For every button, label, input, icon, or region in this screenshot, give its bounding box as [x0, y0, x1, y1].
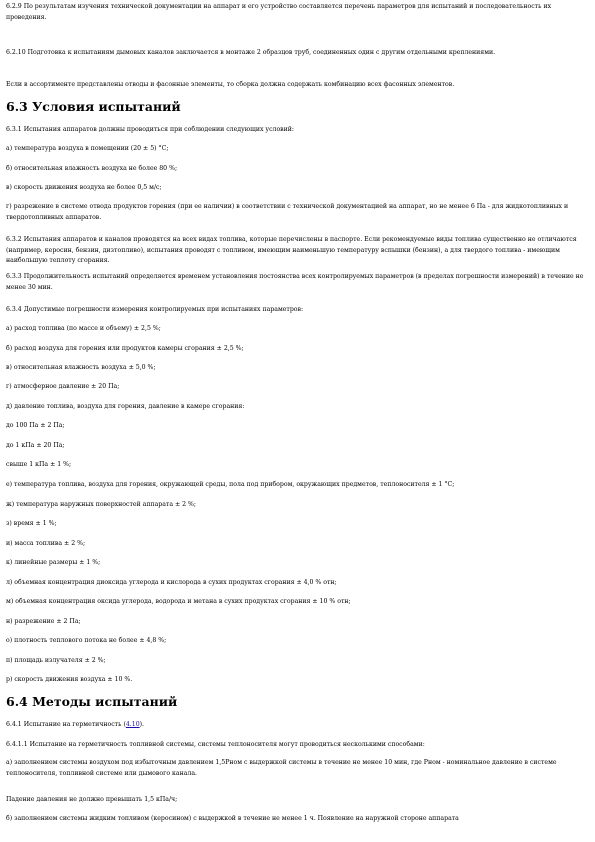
list-item-b2: б) заполнением системы жидким топливом (керосином) с выдержкой в течение не менее 1 ч. Появление на наружной стороне аппарата	[6, 815, 459, 822]
list-item-g: г) разрежение в системе отвода продуктов горения (при ее наличии) в соответствии с технической документацией на аппарат, но не менее 6 Па - для жидкотопливных и твердотопливных аппаратов.	[6, 203, 569, 221]
paragraph-fittings: Если в ассортименте представлены отводы и фасонные элементы, то сборка должна содержать комбинацию всех фасонных элементов.	[6, 81, 455, 88]
list-item-4b: б) расход воздуха для горения или продуктов камеры сгорания ± 2,5 %;	[6, 345, 244, 352]
reference-link-4-10[interactable]: 4.10	[125, 721, 140, 728]
list-item-4l: л) объемная концентрация диоксида углерода и кислорода в сухих продуктах сгорания ± 4,0 % отн;	[6, 579, 337, 586]
list-item-4zh: ж) температура наружных поверхностей аппарата ± 2 %;	[6, 501, 197, 508]
heading-6-3: 6.3 Условия испытаний	[6, 99, 181, 114]
paragraph-6-4-1-close: ).	[139, 721, 145, 728]
list-item-4a: а) расход топлива (по массе и объему) ± 2,5 %;	[6, 325, 161, 332]
list-item-b: б) относительная влажность воздуха не более 80 %;	[6, 165, 178, 172]
list-item-4i: и) масса топлива ± 2 %;	[6, 540, 86, 547]
list-item-a2: а) заполнением системы воздухом под избыточным давлением 1,5Pном с выдержкой системы в течение не менее 10 мин, где Pном - номинальное давление в системе теплоносителя, топливной системе или дымового канала.	[6, 759, 557, 777]
list-item-a: а) температура воздуха в помещении (20 ± 5) °C;	[6, 145, 169, 152]
list-item-4d3: свыше 1 кПа ± 1 %;	[6, 461, 72, 468]
paragraph-6-2-9: 6.2.9 По результатам изучения технической документации на аппарат и его устройство составляется перечень параметров для испытаний и последовательность их проведения.	[6, 3, 552, 21]
list-item-4p: п) площадь излучателя ± 2 %;	[6, 657, 106, 664]
list-item-4g: г) атмосферное давление ± 20 Па;	[6, 383, 120, 390]
list-item-4r: р) скорость движения воздуха ± 10 %.	[6, 676, 133, 683]
paragraph-6-3-1: 6.3.1 Испытания аппаратов должны проводиться при соблюдении следующих условий:	[6, 126, 295, 133]
paragraph-6-4-1	[6, 720, 592, 731]
list-item-4z: з) время ± 1 %;	[6, 520, 57, 527]
paragraph-6-4-1-text: 6.4.1 Испытание на герметичность (	[6, 721, 126, 728]
list-item-4o: о) плотность теплового потока не более ± 4,8 %;	[6, 637, 167, 644]
list-item-4v: в) относительная влажность воздуха ± 5,0 %;	[6, 364, 156, 371]
list-item-4m: м) объемная концентрация оксида углерода, водорода и метана в сухих продуктах сгорания ± 10 % отн;	[6, 598, 351, 605]
list-item-v: в) скорость движения воздуха не более 0,5 м/с;	[6, 184, 162, 191]
paragraph-6-3-2: 6.3.2 Испытания аппаратов и каналов проводятся на всех видах топлива, которые перечислены в паспорте. Если рекомендуемые виды топлива существенно не отличаются (например, керосин, бензин, дизтопливо), испытания проводят с топливом, имеющим наименьшую температуру вспышки (бензин), а для твердого топлива - имеющим наибольшую теплоту сгорания.	[6, 236, 577, 264]
paragraph-6-3-3: 6.3.3 Продолжительность испытаний определяется временем установления постоянства всех контролируемых параметров (в пределах погрешности измерений) в течение не менее 30 мин.	[6, 273, 584, 291]
list-item-4k: к) линейные размеры ± 1 %;	[6, 559, 101, 566]
paragraph-6-2-10: 6.2.10 Подготовка к испытаниям дымовых каналов заключается в монтаже 2 образцов труб, соединенных один с другим отдельными креплениями.	[6, 49, 496, 56]
list-item-4d2: до 1 кПа ± 20 Па;	[6, 442, 65, 449]
heading-6-4: 6.4 Методы испытаний	[6, 694, 178, 709]
paragraph-6-4-1-1: 6.4.1.1 Испытание на герметичность топливной системы, системы теплоносителя могут проводиться несколькими способами:	[6, 741, 425, 748]
paragraph-pressure-drop: Падение давления не должно превышать 1,5 кПа/ч;	[6, 796, 178, 803]
list-item-4e: е) температура топлива, воздуха для горения, окружающей среды, пола под прибором, окружающих предметов, теплоносителя ± 1 °C;	[6, 481, 455, 488]
list-item-4d1: до 100 Па ± 2 Па;	[6, 422, 65, 429]
paragraph-6-3-4: 6.3.4 Допустимые погрешности измерения контролируемых при испытаниях параметров:	[6, 306, 304, 313]
list-item-4d: д) давление топлива, воздуха для горения, давление в камере сгорания:	[6, 403, 245, 410]
list-item-4n: н) разрежение ± 2 Па;	[6, 618, 81, 625]
